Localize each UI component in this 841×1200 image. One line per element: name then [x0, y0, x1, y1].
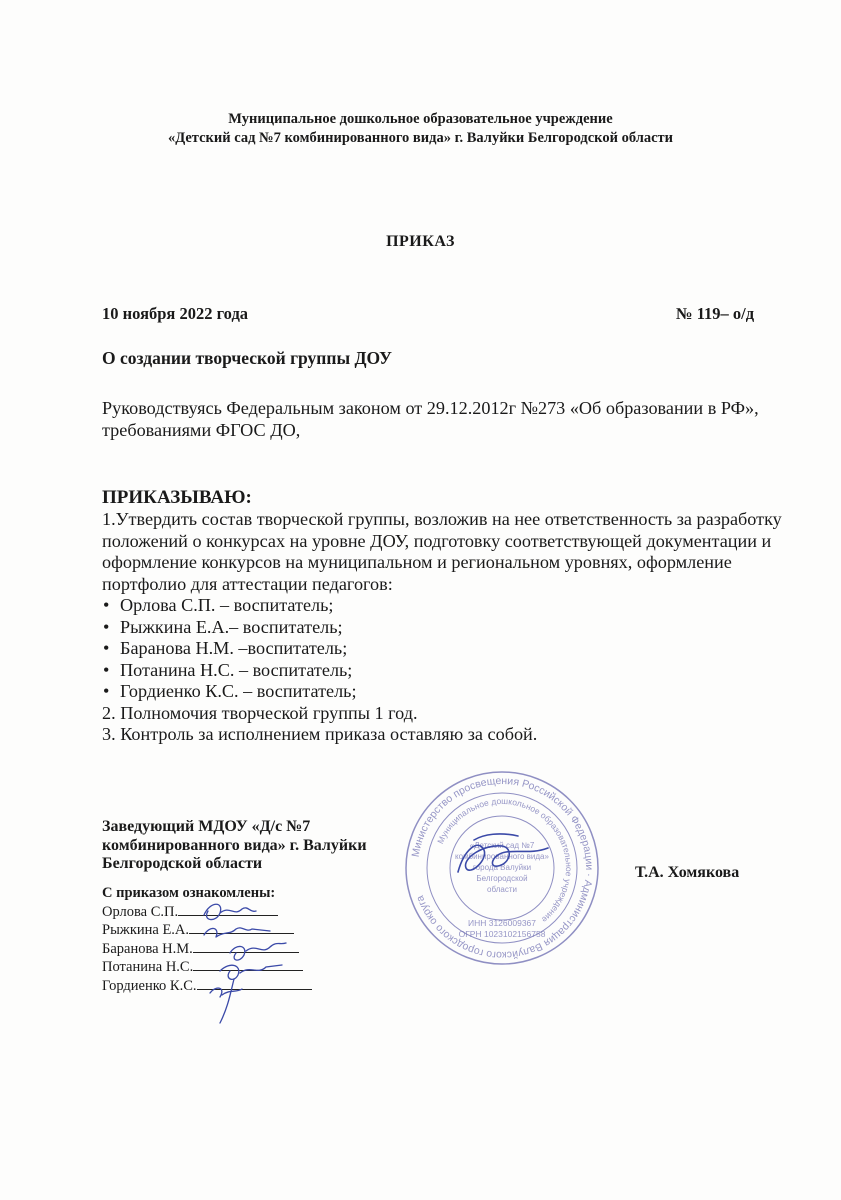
signature-line: [197, 977, 312, 990]
document-title: ПРИКАЗ: [386, 233, 455, 250]
director-name: Т.А. Хомякова: [635, 864, 740, 881]
order-item-1: 1.Утвердить состав творческой группы, возложив на нее ответственность за разработку положений о конкурсах на уровне ДОУ, подготовку соответствующей документации и оформление конкурсов на муниципальном и региональном уровнях, оформление портфолио для аттестации педагогов:: [102, 509, 782, 594]
svg-text:комбинированного вида»: комбинированного вида»: [455, 852, 549, 861]
institution-name-line2: «Детский сад №7 комбинированного вида» г. Валуйки Белгородской области: [167, 130, 674, 146]
list-item: • Рыжкина Е.А.– воспитатель;: [103, 616, 343, 637]
svg-text:«Детский сад №7: «Детский сад №7: [469, 841, 535, 850]
acquainted-row: Рыжкина Е.А.: [102, 921, 312, 940]
svg-text:Министерство просвещения Росси: Министерство просвещения Российской Федерации · Администрация Валуйского городского округа: [409, 774, 596, 962]
list-item: • Потанина Н.С. – воспитатель;: [103, 659, 353, 680]
list-item: • Баранова Н.М. –воспитатель;: [103, 638, 348, 658]
svg-text:города Валуйки: города Валуйки: [472, 863, 532, 872]
acquainted-block: [102, 885, 312, 995]
svg-text:Муниципальное дошкольное образ: Муниципальное дошкольное образовательное учреждение: [435, 795, 575, 925]
order-intro: Руководствуясь Федеральным законом от 29.12.2012г №273 «Об образовании в РФ», требованиями ФГОС ДО,: [102, 398, 759, 440]
bullet-icon: •: [103, 595, 110, 615]
order-date: 10 ноября 2022 года: [102, 304, 249, 323]
order-item-3: 3. Контроль за исполнением приказа оставляю за собой.: [102, 724, 538, 744]
institution-name-line1: Муниципальное дошкольное образовательное учреждение: [228, 111, 613, 127]
order-body: [102, 487, 792, 746]
order-heading: ПРИКАЗЫВАЮ:: [102, 487, 252, 508]
list-item: • Гордиенко К.С. – воспитатель;: [103, 681, 357, 701]
signature-line: [193, 940, 299, 953]
members-list: [102, 595, 792, 703]
acquainted-row: Потанина Н.С.: [102, 958, 312, 977]
order-item-2: 2. Полномочия творческой группы 1 год.: [102, 702, 418, 723]
signature-block: [102, 818, 367, 874]
bullet-icon: •: [103, 616, 110, 637]
director-signature-image: [440, 820, 570, 895]
svg-text:области: области: [487, 885, 517, 894]
order-number: № 119– о/д: [676, 304, 755, 323]
order-subject: О создании творческой группы ДОУ: [102, 348, 393, 368]
bullet-icon: •: [103, 638, 110, 658]
bullet-icon: •: [103, 659, 110, 680]
svg-text:ОГРН 1023102156758: ОГРН 1023102156758: [458, 929, 546, 939]
signature-line: [178, 903, 278, 916]
svg-text:ИНН 3126009367: ИНН 3126009367: [467, 918, 537, 928]
bullet-icon: •: [103, 681, 110, 701]
svg-text:Белгородской: Белгородской: [476, 874, 528, 883]
signature-title-line1: Заведующий МДОУ «Д/с №7: [102, 818, 311, 835]
signature-line: [189, 921, 294, 934]
acquainted-row: Баранова Н.М.: [102, 940, 312, 959]
signature-title-line2: комбинированного вида» г. Валуйки: [102, 836, 367, 854]
acquainted-row: Орлова С.П.: [102, 903, 312, 922]
signature-title-line3: Белгородской области: [102, 855, 263, 872]
acquainted-heading: С приказом ознакомлены:: [102, 885, 276, 901]
acquainted-row: Гордиенко К.С.: [102, 977, 312, 996]
signature-line: [193, 958, 303, 971]
list-item: • Орлова С.П. – воспитатель;: [103, 595, 334, 615]
official-stamp-image: [402, 768, 602, 968]
